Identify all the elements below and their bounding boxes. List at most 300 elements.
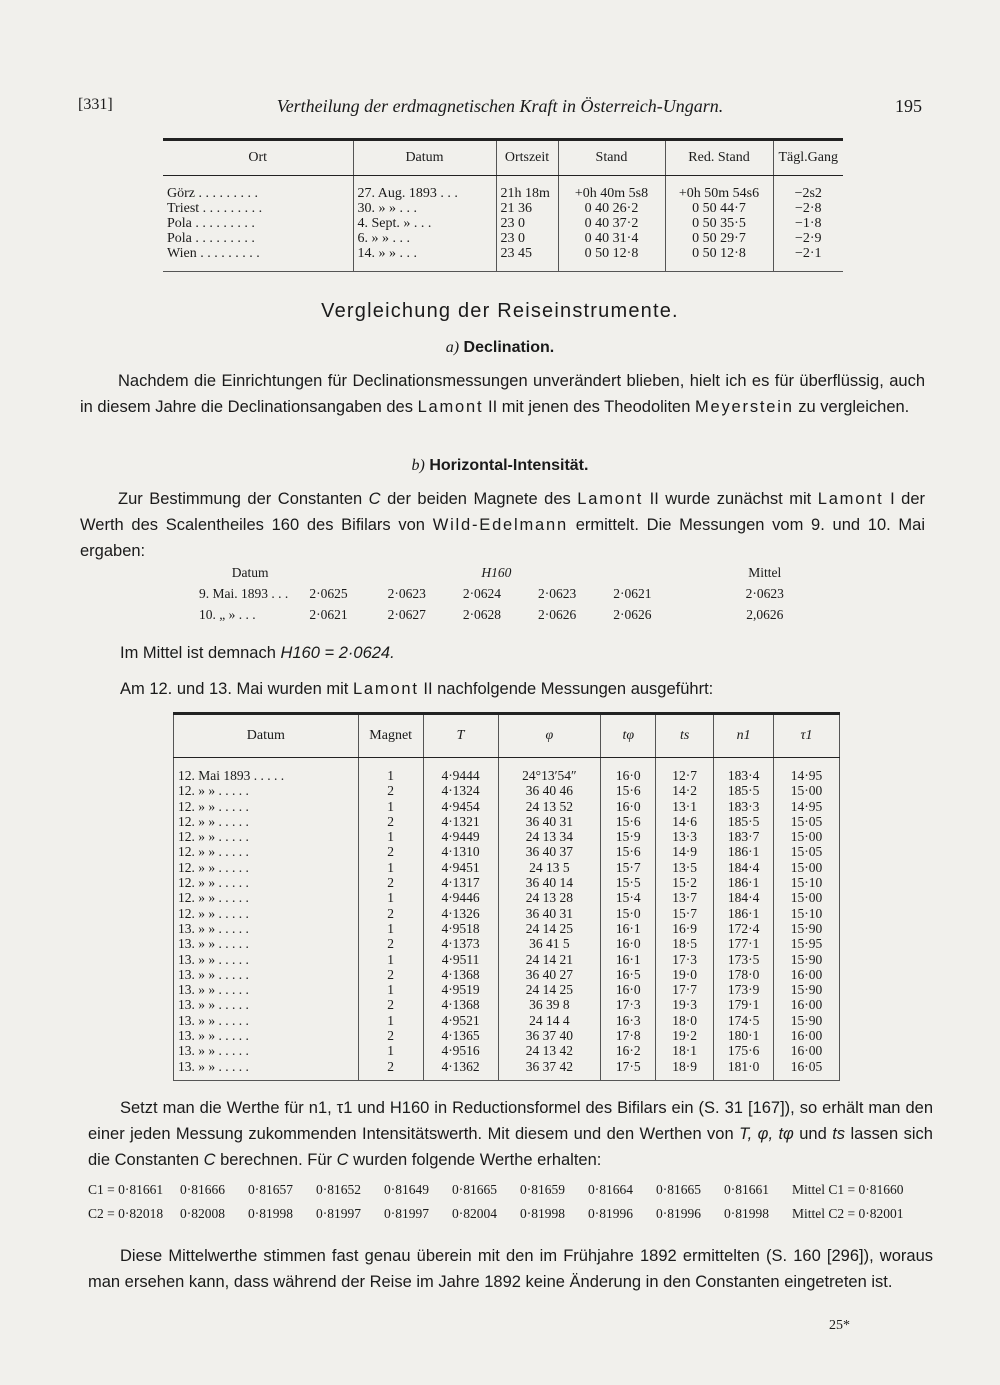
c-value: 0·82004 bbox=[452, 1206, 497, 1221]
table-row bbox=[174, 875, 840, 890]
cell-datum: 27. Aug. 1893 . . . bbox=[353, 176, 496, 202]
cell-t-s: 14·2 bbox=[656, 783, 714, 798]
cell-datum: 13. » » . . . . . bbox=[174, 936, 359, 951]
cell-t: 4·9516 bbox=[423, 1043, 498, 1058]
symbols: T, φ, tφ bbox=[739, 1125, 794, 1143]
cell-n1: 186·1 bbox=[714, 875, 774, 890]
cell-tau1: 16·00 bbox=[774, 1043, 840, 1058]
c-mittel: Mittel C2 = 0·82001 bbox=[792, 1206, 904, 1221]
cell-tau1: 15·00 bbox=[774, 783, 840, 798]
measurement-table bbox=[173, 712, 840, 1081]
cell-t: 4·9521 bbox=[423, 1013, 498, 1028]
col-phi-label: φ bbox=[545, 728, 554, 743]
cell-t: 4·9518 bbox=[423, 921, 498, 936]
table-row bbox=[163, 231, 843, 246]
cell-datum: 12. » » . . . . . bbox=[174, 814, 359, 829]
col-datum: Datum bbox=[174, 714, 359, 758]
table-row bbox=[174, 967, 840, 982]
cell-t-phi: 16·0 bbox=[601, 982, 656, 997]
text-run: II nachfolgende Messungen ausgeführt: bbox=[418, 680, 714, 698]
table-row bbox=[163, 176, 843, 202]
name-lamont: Lamont bbox=[817, 490, 884, 508]
c-value: 0·81665 bbox=[452, 1182, 497, 1197]
cell-t-phi: 17·3 bbox=[601, 997, 656, 1012]
cell-n1: 186·1 bbox=[714, 906, 774, 921]
c-label: C2 = 0·82018 bbox=[88, 1206, 164, 1221]
cell-t-phi: 15·5 bbox=[601, 875, 656, 890]
h160-head-h: H160 bbox=[481, 564, 512, 580]
cell-red-stand: 0 50 44·7 bbox=[665, 201, 773, 216]
cell-t-s: 13·3 bbox=[656, 829, 714, 844]
chronometer-table bbox=[163, 138, 843, 272]
col-stand: Stand bbox=[558, 140, 665, 176]
table-row bbox=[174, 982, 840, 997]
cell-stand: 0 40 31·4 bbox=[558, 231, 665, 246]
text-run: der beiden Magnete des bbox=[380, 490, 578, 508]
cell-datum: 13. » » . . . . . bbox=[174, 982, 359, 997]
cell-n1: 174·5 bbox=[714, 1013, 774, 1028]
cell-ort: Pola . . . . . . . . . bbox=[167, 231, 255, 246]
cell-ort: Pola . . . . . . . . . bbox=[167, 216, 255, 231]
cell-datum: 12. » » . . . . . bbox=[174, 799, 359, 814]
cell-t-s: 19·0 bbox=[656, 967, 714, 982]
cell-t-s: 13·5 bbox=[656, 860, 714, 875]
cell-gang: −2·9 bbox=[773, 231, 843, 246]
running-header bbox=[78, 96, 922, 120]
cell-t: 4·1326 bbox=[423, 906, 498, 921]
cell-phi: 24 14 4 bbox=[498, 1013, 601, 1028]
cell-t-s: 19·3 bbox=[656, 997, 714, 1012]
cell-t: 4·9519 bbox=[423, 982, 498, 997]
cell-n1: 173·5 bbox=[714, 952, 774, 967]
symbol-c: C bbox=[203, 1151, 216, 1169]
cell-gang: −2s2 bbox=[773, 176, 843, 202]
cell-datum: 9. Mai. 1893 . . . bbox=[199, 585, 289, 601]
table-row bbox=[174, 799, 840, 814]
cell-tau1: 15·00 bbox=[774, 890, 840, 905]
table-row bbox=[174, 997, 840, 1012]
cell-datum: 4. Sept. » . . . bbox=[353, 216, 496, 231]
cell-t-s: 15·7 bbox=[656, 906, 714, 921]
cell-phi: 36 40 27 bbox=[498, 967, 601, 982]
col-t-phi bbox=[601, 714, 656, 758]
name-lamont: Lamont bbox=[577, 490, 644, 508]
cell-magnet: 2 bbox=[358, 967, 423, 982]
paragraph-declination bbox=[80, 368, 925, 420]
col-phi bbox=[498, 714, 601, 758]
cell-ortszeit: 23 45 bbox=[496, 246, 558, 272]
cell-magnet: 1 bbox=[358, 1043, 423, 1058]
cell-magnet: 2 bbox=[358, 906, 423, 921]
table-row bbox=[174, 890, 840, 905]
cell-value: 2·0626 bbox=[613, 606, 652, 622]
cell-phi: 24 14 25 bbox=[498, 982, 601, 997]
name-lamont: Lamont bbox=[352, 680, 419, 698]
cell-stand: +0h 40m 5s8 bbox=[558, 176, 665, 202]
cell-n1: 184·4 bbox=[714, 890, 774, 905]
header-title: Vertheilung der erdmagnetischen Kraft in Österreich-Ungarn. bbox=[276, 96, 724, 116]
cell-t-phi: 17·5 bbox=[601, 1059, 656, 1081]
cell-t: 4·1373 bbox=[423, 936, 498, 951]
cell-datum: 12. » » . . . . . bbox=[174, 860, 359, 875]
cell-datum: 13. » » . . . . . bbox=[174, 921, 359, 936]
cell-phi: 36 40 31 bbox=[498, 814, 601, 829]
cell-magnet: 2 bbox=[358, 997, 423, 1012]
table-row bbox=[174, 783, 840, 798]
c-value: 0·81659 bbox=[520, 1182, 565, 1197]
cell-magnet: 1 bbox=[358, 982, 423, 997]
c-value: 0·81649 bbox=[384, 1182, 429, 1197]
cell-tau1: 16·00 bbox=[774, 967, 840, 982]
cell-n1: 173·9 bbox=[714, 982, 774, 997]
cell-t: 4·1362 bbox=[423, 1059, 498, 1081]
cell-phi: 24 14 21 bbox=[498, 952, 601, 967]
cell-magnet: 2 bbox=[358, 875, 423, 890]
table-row bbox=[163, 216, 843, 231]
cell-magnet: 1 bbox=[358, 829, 423, 844]
c-value: 0·82008 bbox=[180, 1206, 225, 1221]
cell-magnet: 1 bbox=[358, 758, 423, 784]
h160-table bbox=[195, 562, 825, 625]
h160-head-datum: Datum bbox=[231, 564, 269, 580]
table-row bbox=[174, 936, 840, 951]
cell-t-phi: 16·1 bbox=[601, 921, 656, 936]
cell-datum: 13. » » . . . . . bbox=[174, 997, 359, 1012]
cell-tau1: 14·95 bbox=[774, 758, 840, 784]
cell-datum: 12. Mai 1893 . . . . . bbox=[174, 758, 359, 784]
symbol-c: C bbox=[336, 1151, 349, 1169]
col-t-phi-label: tφ bbox=[622, 728, 635, 743]
table-row bbox=[174, 1059, 840, 1081]
cell-tau1: 14·95 bbox=[774, 799, 840, 814]
cell-mittel: 2,0626 bbox=[746, 606, 784, 622]
cell-t-s: 18·5 bbox=[656, 936, 714, 951]
cell-tau1: 15·90 bbox=[774, 1013, 840, 1028]
header-ref: [331] bbox=[78, 96, 113, 113]
c-value: 0·81657 bbox=[248, 1182, 293, 1197]
cell-ort: Triest . . . . . . . . . bbox=[167, 201, 263, 216]
table-row bbox=[174, 1043, 840, 1058]
text-run: I der Werth des Scalentheiles 160 des Bifilars von bbox=[80, 490, 925, 534]
cell-phi: 36 40 14 bbox=[498, 875, 601, 890]
cell-red-stand: 0 50 35·5 bbox=[665, 216, 773, 231]
text-run: wurden folgende Werthe erhalten: bbox=[348, 1151, 602, 1169]
table-row bbox=[174, 814, 840, 829]
subsection-b-letter: b) bbox=[411, 457, 425, 474]
cell-t: 4·1368 bbox=[423, 967, 498, 982]
cell-ort: Wien . . . . . . . . . bbox=[163, 246, 353, 272]
cell-tau1: 16·05 bbox=[774, 1059, 840, 1081]
cell-t-phi: 15·7 bbox=[601, 860, 656, 875]
c-value: 0·81997 bbox=[384, 1206, 429, 1221]
cell-red-stand: 0 50 12·8 bbox=[665, 246, 773, 272]
cell-tau1: 15·90 bbox=[774, 952, 840, 967]
name-wild-edelmann: Wild-Edelmann bbox=[432, 516, 568, 534]
cell-phi: 36 39 8 bbox=[498, 997, 601, 1012]
paragraph-horizontal bbox=[80, 486, 925, 564]
cell-magnet: 1 bbox=[358, 799, 423, 814]
cell-datum: 30. » » . . . bbox=[353, 201, 496, 216]
col-t-s-label: ts bbox=[680, 728, 690, 743]
h160-formula: H160 = 2·0624. bbox=[280, 644, 395, 662]
cell-gang: −1·8 bbox=[773, 216, 843, 231]
cell-datum: 14. » » . . . bbox=[353, 246, 496, 272]
cell-phi: 24 14 25 bbox=[498, 921, 601, 936]
cell-t-phi: 15·6 bbox=[601, 844, 656, 859]
cell-t-s: 18·0 bbox=[656, 1013, 714, 1028]
cell-t-s: 13·7 bbox=[656, 890, 714, 905]
cell-t: 4·1321 bbox=[423, 814, 498, 829]
cell-t-s: 19·2 bbox=[656, 1028, 714, 1043]
cell-phi: 24 13 52 bbox=[498, 799, 601, 814]
c-value: 0·81996 bbox=[588, 1206, 633, 1221]
cell-t-s: 16·9 bbox=[656, 921, 714, 936]
cell-n1: 183·7 bbox=[714, 829, 774, 844]
cell-t: 4·1310 bbox=[423, 844, 498, 859]
cell-tau1: 15·05 bbox=[774, 814, 840, 829]
cell-magnet: 1 bbox=[358, 1013, 423, 1028]
cell-datum: 12. » » . . . . . bbox=[174, 829, 359, 844]
table-row bbox=[174, 1013, 840, 1028]
name-lamont: Lamont bbox=[417, 398, 484, 416]
name-meyerstein: Meyerstein bbox=[694, 398, 794, 416]
c-value: 0·81998 bbox=[520, 1206, 565, 1221]
cell-value: 2·0624 bbox=[462, 585, 502, 601]
text-run: II mit jenen des Theodoliten bbox=[483, 398, 695, 416]
subsection-b-title: Horizontal-Intensität. bbox=[429, 457, 589, 474]
cell-datum: 13. » » . . . . . bbox=[174, 952, 359, 967]
cell-phi: 24°13′54″ bbox=[498, 758, 601, 784]
text-run: Im Mittel ist demnach bbox=[120, 644, 281, 662]
cell-datum: 10. „ » . . . bbox=[199, 606, 256, 622]
table-row bbox=[195, 583, 825, 604]
cell-t: 4·9444 bbox=[423, 758, 498, 784]
cell-magnet: 2 bbox=[358, 783, 423, 798]
col-datum: Datum bbox=[353, 140, 496, 176]
c-value: 0·81665 bbox=[656, 1182, 701, 1197]
cell-phi: 36 37 40 bbox=[498, 1028, 601, 1043]
cell-phi: 36 40 37 bbox=[498, 844, 601, 859]
cell-t-phi: 16·0 bbox=[601, 758, 656, 784]
text-run: und bbox=[793, 1125, 833, 1143]
cell-datum: 13. » » . . . . . bbox=[174, 967, 359, 982]
text-run: Nachdem die Einrichtungen für Declinationsmessungen unverändert blieben, hielt ich es für überflüssig, auch in diesem Jahre die Declinationsangaben des bbox=[80, 372, 925, 416]
c1-values-line bbox=[88, 1182, 948, 1198]
cell-datum: 13. » » . . . . . bbox=[174, 1043, 359, 1058]
cell-datum: 12. » » . . . . . bbox=[174, 844, 359, 859]
cell-tau1: 15·10 bbox=[774, 875, 840, 890]
cell-t-s: 13·1 bbox=[656, 799, 714, 814]
cell-phi: 36 37 42 bbox=[498, 1059, 601, 1081]
cell-magnet: 2 bbox=[358, 814, 423, 829]
cell-t: 4·1324 bbox=[423, 783, 498, 798]
cell-stand: 0 50 12·8 bbox=[558, 246, 665, 272]
cell-stand: 0 40 26·2 bbox=[558, 201, 665, 216]
col-tau1 bbox=[774, 714, 840, 758]
c-value: 0·81998 bbox=[724, 1206, 769, 1221]
mittel-line bbox=[120, 640, 920, 666]
cell-t-phi: 16·1 bbox=[601, 952, 656, 967]
cell-datum: 13. » » . . . . . bbox=[174, 1013, 359, 1028]
cell-magnet: 1 bbox=[358, 890, 423, 905]
cell-datum: 13. » » . . . . . bbox=[174, 1028, 359, 1043]
cell-phi: 24 13 28 bbox=[498, 890, 601, 905]
col-t bbox=[423, 714, 498, 758]
cell-datum: 12. » » . . . . . bbox=[174, 890, 359, 905]
cell-tau1: 16·00 bbox=[774, 997, 840, 1012]
paragraph-reduction bbox=[88, 1095, 933, 1173]
cell-magnet: 1 bbox=[358, 921, 423, 936]
cell-n1: 175·6 bbox=[714, 1043, 774, 1058]
col-tau1-label: τ1 bbox=[800, 728, 813, 743]
cell-datum: 12. » » . . . . . bbox=[174, 906, 359, 921]
cell-n1: 177·1 bbox=[714, 936, 774, 951]
c-value: 0·81661 bbox=[724, 1182, 769, 1197]
text-run: Diese Mittelwerthe stimmen fast genau überein mit den im Frühjahre 1892 ermittelten (S. 160 [296]), woraus man ersehen kann, dass während der Reise im Jahre 1892 keine Änderung in den Constanten eingetreten ist. bbox=[88, 1247, 933, 1291]
cell-n1: 179·1 bbox=[714, 997, 774, 1012]
col-magnet: Magnet bbox=[358, 714, 423, 758]
cell-datum: 12. » » . . . . . bbox=[174, 875, 359, 890]
c-value: 0·81997 bbox=[316, 1206, 361, 1221]
cell-ortszeit: 21h 18m bbox=[496, 176, 558, 202]
cell-n1: 183·4 bbox=[714, 758, 774, 784]
page-number: 195 bbox=[895, 96, 922, 116]
text-run: Am 12. und 13. Mai wurden mit bbox=[120, 680, 353, 698]
cell-t-s: 14·6 bbox=[656, 814, 714, 829]
text-run: ermittelt. Die Messungen vom 9. und 10. Mai ergaben: bbox=[80, 516, 925, 560]
cell-ortszeit: 23 0 bbox=[496, 216, 558, 231]
cell-t-phi: 16·3 bbox=[601, 1013, 656, 1028]
cell-tau1: 15·10 bbox=[774, 906, 840, 921]
cell-datum: 13. » » . . . . . bbox=[174, 1059, 359, 1081]
cell-phi: 36 41 5 bbox=[498, 936, 601, 951]
cell-phi: 24 13 42 bbox=[498, 1043, 601, 1058]
symbol-c: C bbox=[368, 490, 381, 508]
cell-t-phi: 15·9 bbox=[601, 829, 656, 844]
c-value: 0·81664 bbox=[588, 1182, 633, 1197]
cell-t: 4·9449 bbox=[423, 829, 498, 844]
cell-datum: 12. » » . . . . . bbox=[174, 783, 359, 798]
cell-t-phi: 15·6 bbox=[601, 783, 656, 798]
cell-t: 4·1368 bbox=[423, 997, 498, 1012]
cell-phi: 36 40 46 bbox=[498, 783, 601, 798]
cell-red-stand: 0 50 29·7 bbox=[665, 231, 773, 246]
c-value: 0·81996 bbox=[656, 1206, 701, 1221]
cell-ort: Görz . . . . . . . . . bbox=[167, 186, 258, 201]
cell-n1: 185·5 bbox=[714, 814, 774, 829]
cell-tau1: 15·90 bbox=[774, 921, 840, 936]
cell-t-s: 14·9 bbox=[656, 844, 714, 859]
cell-tau1: 15·95 bbox=[774, 936, 840, 951]
text-run: II wurde zunächst mit bbox=[643, 490, 818, 508]
cell-mittel: 2·0623 bbox=[745, 585, 784, 601]
table-row bbox=[174, 1028, 840, 1043]
col-ortszeit: Ortszeit bbox=[496, 140, 558, 176]
symbol-ts: ts bbox=[832, 1125, 846, 1143]
table-row bbox=[174, 860, 840, 875]
c-value: 0·81652 bbox=[316, 1182, 361, 1197]
cell-tau1: 15·90 bbox=[774, 982, 840, 997]
cell-value: 2·0628 bbox=[462, 606, 502, 622]
cell-n1: 180·1 bbox=[714, 1028, 774, 1043]
c-value: 0·81998 bbox=[248, 1206, 293, 1221]
cell-t: 4·9511 bbox=[423, 952, 498, 967]
table-row bbox=[174, 952, 840, 967]
text-run: Setzt man die Werthe für n1, τ1 und H160 in Reductionsformel des Bifilars ein (S. 31 [167]), so erhält man den einer jeden Messung zukommenden Intensitätswerth. Mit diesem und den Werthen von bbox=[88, 1099, 933, 1143]
text-run: Zur Bestimmung der Constanten bbox=[118, 490, 369, 508]
signature-mark: 25* bbox=[829, 1318, 850, 1333]
paragraph-intro-table3 bbox=[120, 676, 920, 702]
cell-n1: 185·5 bbox=[714, 783, 774, 798]
col-ort: Ort bbox=[163, 140, 353, 176]
col-t-s bbox=[656, 714, 714, 758]
cell-t-s: 12·7 bbox=[656, 758, 714, 784]
cell-datum: 6. » » . . . bbox=[353, 231, 496, 246]
cell-value: 2·0623 bbox=[538, 585, 577, 601]
c-mittel: Mittel C1 = 0·81660 bbox=[792, 1182, 904, 1197]
c2-values-line bbox=[88, 1206, 948, 1222]
cell-value: 2·0627 bbox=[387, 606, 426, 622]
cell-magnet: 2 bbox=[358, 1059, 423, 1081]
cell-t-phi: 16·0 bbox=[601, 936, 656, 951]
paragraph-conclusion bbox=[88, 1243, 933, 1295]
cell-t: 4·9454 bbox=[423, 799, 498, 814]
text-run: berechnen. Für bbox=[215, 1151, 337, 1169]
c-label: C1 = 0·81661 bbox=[88, 1182, 164, 1197]
cell-value: 2·0625 bbox=[309, 585, 348, 601]
cell-ortszeit: 23 0 bbox=[496, 231, 558, 246]
cell-t-phi: 16·2 bbox=[601, 1043, 656, 1058]
cell-value: 2·0626 bbox=[538, 606, 577, 622]
cell-gang: −2·1 bbox=[773, 246, 843, 272]
table-row bbox=[174, 758, 840, 784]
cell-magnet: 1 bbox=[358, 952, 423, 967]
cell-t-s: 18·1 bbox=[656, 1043, 714, 1058]
subsection-a-title: Declination. bbox=[463, 339, 555, 356]
cell-t-phi: 16·5 bbox=[601, 967, 656, 982]
cell-value: 2·0621 bbox=[613, 585, 652, 601]
col-n1 bbox=[714, 714, 774, 758]
cell-phi: 36 40 31 bbox=[498, 906, 601, 921]
text-run: zu vergleichen. bbox=[793, 398, 910, 416]
cell-tau1: 15·05 bbox=[774, 844, 840, 859]
cell-n1: 183·3 bbox=[714, 799, 774, 814]
cell-t: 4·9451 bbox=[423, 860, 498, 875]
cell-tau1: 15·00 bbox=[774, 829, 840, 844]
cell-magnet: 2 bbox=[358, 1028, 423, 1043]
cell-t-s: 15·2 bbox=[656, 875, 714, 890]
table-row bbox=[174, 921, 840, 936]
cell-t: 4·9446 bbox=[423, 890, 498, 905]
table-row bbox=[174, 906, 840, 921]
cell-value: 2·0623 bbox=[387, 585, 426, 601]
col-taegl-gang: Tägl.Gang bbox=[773, 140, 843, 176]
cell-tau1: 16·00 bbox=[774, 1028, 840, 1043]
cell-red-stand: +0h 50m 54s6 bbox=[665, 176, 773, 202]
col-red-stand: Red. Stand bbox=[665, 140, 773, 176]
cell-n1: 172·4 bbox=[714, 921, 774, 936]
cell-t-phi: 16·0 bbox=[601, 799, 656, 814]
cell-t-s: 18·9 bbox=[656, 1059, 714, 1081]
cell-gang: −2·8 bbox=[773, 201, 843, 216]
cell-n1: 186·1 bbox=[714, 844, 774, 859]
cell-t-s: 17·7 bbox=[656, 982, 714, 997]
cell-n1: 178·0 bbox=[714, 967, 774, 982]
cell-n1: 184·4 bbox=[714, 860, 774, 875]
cell-tau1: 15·00 bbox=[774, 860, 840, 875]
table-row bbox=[174, 829, 840, 844]
subsection-b bbox=[0, 457, 1000, 475]
